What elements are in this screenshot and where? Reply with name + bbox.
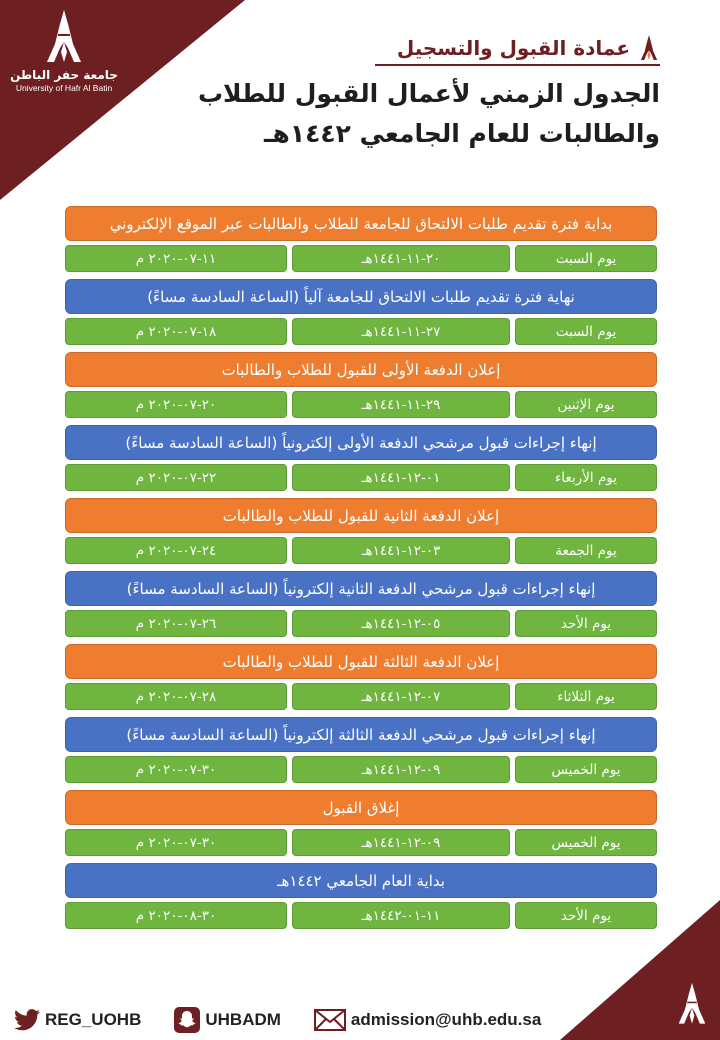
event-day: يوم الخميس	[515, 756, 657, 783]
schedule-event	[65, 644, 657, 710]
event-date-row	[65, 756, 657, 783]
twitter-contact[interactable]	[14, 1009, 141, 1031]
schedule-event	[65, 279, 657, 345]
event-date-row	[65, 245, 657, 272]
event-title: إعلان الدفعة الثانية للقبول للطلاب والطالبات	[65, 498, 657, 533]
event-title: إنهاء إجراءات قبول مرشحي الدفعة الأولى إلكترونياً (الساعة السادسة مساءً)	[65, 425, 657, 460]
event-gregorian-date: ٢٠-٠٧-٢٠٢٠ م	[65, 391, 287, 418]
event-gregorian-date: ٢٤-٠٧-٢٠٢٠ م	[65, 537, 287, 564]
event-date-row	[65, 902, 657, 929]
event-date-row	[65, 537, 657, 564]
event-hijri-date: ٠٩-١٢-١٤٤١هـ	[292, 756, 510, 783]
schedule-event	[65, 717, 657, 783]
event-title: إغلاق القبول	[65, 790, 657, 825]
event-day: يوم الأحد	[515, 902, 657, 929]
event-gregorian-date: ٣٠-٠٧-٢٠٢٠ م	[65, 829, 287, 856]
event-hijri-date: ٢٧-١١-١٤٤١هـ	[292, 318, 510, 345]
event-gregorian-date: ١١-٠٧-٢٠٢٠ م	[65, 245, 287, 272]
email-address: admission@uhb.edu.sa	[350, 1010, 542, 1029]
event-day: يوم الإثنين	[515, 391, 657, 418]
deanship-title: عمادة القبول والتسجيل	[396, 36, 630, 60]
event-title: بداية فترة تقديم طلبات الالتحاق للجامعة للطلاب والطالبات عبر الموقع الإلكتروني	[65, 206, 657, 241]
university-logo	[8, 8, 120, 93]
event-date-row	[65, 829, 657, 856]
event-gregorian-date: ٢٦-٠٧-٢٠٢٠ م	[65, 610, 287, 637]
schedule-event	[65, 863, 657, 929]
event-date-row	[65, 318, 657, 345]
event-title: إعلان الدفعة الثالثة للقبول للطلاب والطالبات	[65, 644, 657, 679]
event-hijri-date: ٢٩-١١-١٤٤١هـ	[292, 391, 510, 418]
bottom-emblem-icon	[674, 980, 710, 1028]
schedule-event	[65, 425, 657, 491]
deanship-emblem-icon	[638, 34, 660, 62]
email-contact[interactable]	[314, 1009, 541, 1031]
event-title: بداية العام الجامعي ١٤٤٢هـ	[65, 863, 657, 898]
event-title: إعلان الدفعة الأولى للقبول للطلاب والطالبات	[65, 352, 657, 387]
schedule-event	[65, 571, 657, 637]
envelope-icon	[314, 1009, 346, 1031]
snapchat-contact[interactable]	[174, 1007, 281, 1033]
event-date-row	[65, 683, 657, 710]
logo-arabic-text: جامعة حفر الباطن	[10, 68, 118, 82]
event-day: يوم الجمعة	[515, 537, 657, 564]
event-date-row	[65, 610, 657, 637]
university-emblem-icon	[41, 8, 87, 66]
schedule-list	[65, 206, 657, 936]
event-hijri-date: ٠٣-١٢-١٤٤١هـ	[292, 537, 510, 564]
event-day: يوم الخميس	[515, 829, 657, 856]
schedule-event	[65, 352, 657, 418]
event-hijri-date: ٠١-١٢-١٤٤١هـ	[292, 464, 510, 491]
event-gregorian-date: ٢٢-٠٧-٢٠٢٠ م	[65, 464, 287, 491]
page-title-line-1: الجدول الزمني لأعمال القبول للطلاب	[197, 79, 660, 108]
page-title	[190, 74, 660, 154]
event-hijri-date: ٢٠-١١-١٤٤١هـ	[292, 245, 510, 272]
event-title: نهاية فترة تقديم طلبات الالتحاق للجامعة آلياً (الساعة السادسة مساءً)	[65, 279, 657, 314]
event-hijri-date: ١١-٠١-١٤٤٢هـ	[292, 902, 510, 929]
event-day: يوم الأربعاء	[515, 464, 657, 491]
logo-english-text: University of Hafr Al Batin	[15, 83, 113, 93]
event-hijri-date: ٠٥-١٢-١٤٤١هـ	[292, 610, 510, 637]
contact-footer	[14, 1007, 574, 1033]
event-gregorian-date: ٣٠-٠٧-٢٠٢٠ م	[65, 756, 287, 783]
event-date-row	[65, 464, 657, 491]
header-divider	[375, 64, 660, 66]
event-day: يوم الثلاثاء	[515, 683, 657, 710]
snapchat-icon	[174, 1007, 200, 1033]
page-title-line-2: والطالبات للعام الجامعي ١٤٤٢هـ	[263, 119, 660, 148]
event-hijri-date: ٠٩-١٢-١٤٤١هـ	[292, 829, 510, 856]
event-date-row	[65, 391, 657, 418]
event-gregorian-date: ٣٠-٠٨-٢٠٢٠ م	[65, 902, 287, 929]
twitter-handle: REG_UOHB	[45, 1010, 142, 1029]
schedule-event	[65, 498, 657, 564]
twitter-icon	[14, 1009, 40, 1031]
event-day: يوم الأحد	[515, 610, 657, 637]
event-gregorian-date: ٢٨-٠٧-٢٠٢٠ م	[65, 683, 287, 710]
event-hijri-date: ٠٧-١٢-١٤٤١هـ	[292, 683, 510, 710]
schedule-event	[65, 790, 657, 856]
event-gregorian-date: ١٨-٠٧-٢٠٢٠ م	[65, 318, 287, 345]
event-day: يوم السبت	[515, 245, 657, 272]
schedule-event	[65, 206, 657, 272]
snapchat-handle: UHBADM	[205, 1010, 281, 1029]
event-day: يوم السبت	[515, 318, 657, 345]
event-title: إنهاء إجراءات قبول مرشحي الدفعة الثالثة إلكترونياً (الساعة السادسة مساءً)	[65, 717, 657, 752]
event-title: إنهاء إجراءات قبول مرشحي الدفعة الثانية إلكترونياً (الساعة السادسة مساءً)	[65, 571, 657, 606]
deanship-header	[397, 34, 660, 62]
